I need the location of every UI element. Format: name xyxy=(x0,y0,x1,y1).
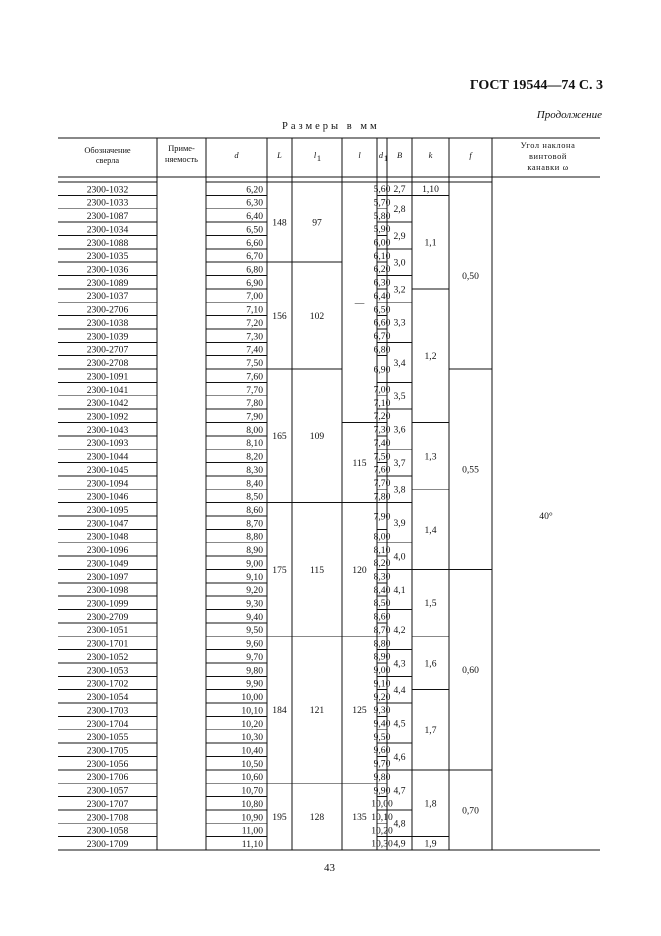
width-B-cell: 3,9 xyxy=(393,518,406,530)
designation-cell: 2300-1097 xyxy=(86,571,129,583)
diameter-cell: 10,30 xyxy=(241,732,263,744)
designation-cell: 2300-1705 xyxy=(86,745,129,757)
diameter-cell: 7,90 xyxy=(246,411,263,423)
diameter-cell: 6,90 xyxy=(246,277,263,289)
width-B-cell: 4,6 xyxy=(393,751,406,763)
diameter-d1-cell: 7,90 xyxy=(373,511,391,523)
col-header-designation: Обозначение xyxy=(84,146,131,155)
width-B-cell: 3,3 xyxy=(393,317,406,329)
diameter-d1-cell: 5,60 xyxy=(373,184,391,196)
diameter-d1-cell: 7,10 xyxy=(373,397,391,409)
diameter-cell: 10,40 xyxy=(241,745,263,757)
width-B-cell: 4,5 xyxy=(393,718,406,730)
col-header-d1: d xyxy=(378,151,384,160)
diameter-d1-cell: 8,20 xyxy=(373,558,391,570)
diameter-cell: 9,40 xyxy=(246,611,263,623)
length-l1-cell: 109 xyxy=(309,431,325,443)
diameter-d1-cell: 9,90 xyxy=(373,785,391,797)
designation-cell: 2300-1045 xyxy=(86,464,129,476)
diameter-cell: 9,00 xyxy=(246,558,263,570)
length-L-cell: 184 xyxy=(272,705,287,717)
diameter-cell: 9,90 xyxy=(246,678,263,690)
diameter-cell: 6,50 xyxy=(246,224,263,236)
diameter-cell: 11,00 xyxy=(241,825,263,837)
width-B-cell: 4,1 xyxy=(393,584,406,596)
designation-cell: 2300-1033 xyxy=(86,197,129,209)
designation-cell: 2300-1044 xyxy=(86,451,129,463)
diameter-cell: 8,90 xyxy=(246,545,263,557)
width-B-cell: 4,0 xyxy=(393,551,406,563)
designation-cell: 2300-1089 xyxy=(86,277,129,289)
diameter-d1-cell: 6,50 xyxy=(373,304,391,316)
length-L-cell: 148 xyxy=(272,217,287,229)
col-header-designation: сверла xyxy=(95,156,120,165)
length-L-cell: 156 xyxy=(272,311,287,322)
diameter-d1-cell: 8,00 xyxy=(373,531,391,543)
diameter-cell: 8,80 xyxy=(246,531,263,543)
col-header-applicability: няемость xyxy=(165,155,198,164)
length-l1-cell: 128 xyxy=(309,812,325,823)
designation-cell: 2300-1095 xyxy=(86,505,129,516)
diameter-cell: 6,40 xyxy=(246,211,263,223)
designation-cell: 2300-1056 xyxy=(86,758,129,770)
dimensions-table xyxy=(58,0,601,936)
col-header-f: f xyxy=(469,151,472,160)
width-B-cell: 3,5 xyxy=(393,391,406,403)
diameter-d1-cell: 7,70 xyxy=(373,478,391,489)
diameter-cell: 11,10 xyxy=(241,839,263,850)
diameter-d1-cell: 8,70 xyxy=(373,624,391,636)
diameter-d1-cell: 6,20 xyxy=(373,264,391,276)
diameter-cell: 7,50 xyxy=(246,358,263,370)
diameter-d1-cell: 8,90 xyxy=(373,651,391,663)
designation-cell: 2300-1039 xyxy=(86,331,129,343)
k-cell: 1,9 xyxy=(424,838,437,850)
diameter-cell: 7,30 xyxy=(246,331,263,343)
k-cell: 1,10 xyxy=(422,184,439,196)
designation-cell: 2300-1709 xyxy=(86,839,129,850)
designation-cell: 2300-1041 xyxy=(86,384,129,396)
diameter-cell: 8,10 xyxy=(246,438,263,450)
diameter-cell: 10,60 xyxy=(241,772,263,784)
diameter-cell: 9,80 xyxy=(246,665,263,677)
diameter-d1-cell: 7,40 xyxy=(373,437,391,449)
diameter-cell: 6,60 xyxy=(246,237,263,249)
designation-cell: 2300-1058 xyxy=(86,825,129,837)
width-B-cell: 4,8 xyxy=(393,818,406,830)
diameter-d1-cell: 9,80 xyxy=(373,771,391,783)
width-B-cell: 3,0 xyxy=(393,257,406,269)
diameter-cell: 10,00 xyxy=(241,692,263,704)
diameter-cell: 8,70 xyxy=(246,518,263,530)
diameter-cell: 9,10 xyxy=(246,571,263,583)
diameter-cell: 10,90 xyxy=(241,812,263,824)
designation-cell: 2300-1032 xyxy=(86,184,129,196)
designation-cell: 2300-1053 xyxy=(86,665,129,677)
diameter-d1-cell: 8,50 xyxy=(373,598,391,610)
diameter-d1-cell: 6,30 xyxy=(373,277,391,289)
diameter-cell: 9,20 xyxy=(246,585,263,597)
diameter-d1-cell: 6,90 xyxy=(373,364,391,376)
diameter-d1-cell: 5,80 xyxy=(373,210,391,222)
diameter-cell: 10,20 xyxy=(241,718,263,730)
designation-cell: 2300-2708 xyxy=(86,358,129,370)
designation-cell: 2300-1088 xyxy=(86,237,129,249)
diameter-cell: 8,60 xyxy=(246,505,263,516)
diameter-d1-cell: 9,00 xyxy=(373,665,391,677)
col-header-angle: винтовой xyxy=(528,152,568,161)
col-header-d: d xyxy=(234,151,239,160)
diameter-d1-cell: 7,00 xyxy=(373,384,391,396)
diameter-cell: 10,70 xyxy=(241,785,263,797)
width-B-cell: 2,7 xyxy=(393,184,406,196)
designation-cell: 2300-1055 xyxy=(86,732,129,744)
page-number: 43 xyxy=(324,862,335,874)
diameter-d1-cell: 5,90 xyxy=(373,224,391,236)
diameter-cell: 10,80 xyxy=(241,798,263,810)
diameter-cell: 9,50 xyxy=(246,625,263,637)
designation-cell: 2300-1054 xyxy=(86,692,129,704)
length-l-cell: 120 xyxy=(352,564,367,576)
designation-cell: 2300-1087 xyxy=(86,211,129,223)
f-cell: 0,60 xyxy=(462,665,479,677)
length-L-cell: 195 xyxy=(272,812,287,823)
col-header-angle: Угол наклона xyxy=(520,141,576,150)
length-l-cell: 115 xyxy=(352,457,367,469)
diameter-cell: 10,10 xyxy=(241,705,263,717)
width-B-cell: 3,7 xyxy=(393,457,406,469)
diameter-d1-cell: 7,80 xyxy=(373,491,391,503)
diameter-cell: 9,70 xyxy=(246,651,263,663)
diameter-cell: 8,40 xyxy=(246,478,263,490)
diameter-cell: 7,60 xyxy=(246,371,263,383)
col-header-l: l xyxy=(358,151,361,160)
designation-cell: 2300-1057 xyxy=(86,785,129,797)
diameter-cell: 7,40 xyxy=(246,344,263,356)
width-B-cell: 4,7 xyxy=(393,785,406,797)
diameter-d1-cell: 8,60 xyxy=(373,611,391,623)
designation-cell: 2300-1093 xyxy=(86,438,129,450)
width-B-cell: 4,3 xyxy=(393,658,406,670)
designation-cell: 2300-1034 xyxy=(86,224,129,236)
designation-cell: 2300-1038 xyxy=(86,317,129,329)
designation-cell: 2300-1035 xyxy=(86,251,129,263)
diameter-d1-cell: 6,00 xyxy=(373,237,391,249)
designation-cell: 2300-1707 xyxy=(86,798,129,810)
designation-cell: 2300-1042 xyxy=(86,398,129,410)
diameter-d1-cell: 10,20 xyxy=(371,825,393,837)
diameter-d1-cell: 10,30 xyxy=(371,838,393,850)
designation-cell: 2300-1043 xyxy=(86,424,129,436)
diameter-d1-cell: 9,30 xyxy=(373,705,391,717)
k-cell: 1,6 xyxy=(424,658,437,670)
dimensions-caption: Размеры в мм xyxy=(282,121,380,132)
designation-cell: 2300-2706 xyxy=(86,304,129,316)
diameter-d1-cell: 10,00 xyxy=(371,798,393,810)
diameter-d1-cell: 6,60 xyxy=(373,317,391,329)
diameter-cell: 6,70 xyxy=(246,251,263,263)
designation-cell: 2300-1094 xyxy=(86,478,129,490)
diameter-d1-cell: 8,30 xyxy=(373,571,391,583)
designation-cell: 2300-1708 xyxy=(86,812,129,824)
diameter-d1-cell: 6,70 xyxy=(373,331,391,343)
diameter-d1-cell: 9,10 xyxy=(373,678,391,690)
designation-cell: 2300-1046 xyxy=(86,491,129,503)
col-header-B: B xyxy=(396,151,403,160)
designation-cell: 2300-1704 xyxy=(86,718,129,730)
diameter-d1-cell: 7,50 xyxy=(373,451,391,463)
width-B-cell: 2,9 xyxy=(393,230,406,242)
diameter-cell: 7,00 xyxy=(246,291,263,303)
designation-cell: 2300-1037 xyxy=(86,291,129,303)
diameter-d1-cell: 7,20 xyxy=(373,411,391,423)
diameter-cell: 6,30 xyxy=(246,197,263,209)
continuation-label: Продолжение xyxy=(536,109,602,121)
col-header-d1-subscript: 1 xyxy=(383,154,389,163)
width-B-cell: 3,4 xyxy=(393,357,406,369)
diameter-d1-cell: 8,80 xyxy=(373,638,391,650)
col-header-applicability: Приме- xyxy=(168,144,195,153)
length-L-cell: 165 xyxy=(272,431,287,443)
diameter-cell: 8,00 xyxy=(246,424,263,436)
diameter-d1-cell: 8,40 xyxy=(373,584,391,596)
f-cell: 0,50 xyxy=(462,270,479,282)
diameter-cell: 7,10 xyxy=(246,304,263,316)
width-B-cell: 3,2 xyxy=(393,284,406,296)
designation-cell: 2300-1703 xyxy=(86,705,129,717)
diameter-cell: 7,80 xyxy=(246,398,263,410)
diameter-d1-cell: 7,30 xyxy=(373,424,391,436)
f-cell: 0,55 xyxy=(462,464,479,476)
diameter-cell: 9,30 xyxy=(246,598,263,610)
diameter-d1-cell: 8,10 xyxy=(373,544,391,556)
length-l1-cell: 97 xyxy=(312,217,322,229)
col-header-angle: канавки ω xyxy=(527,163,569,172)
k-cell: 1,5 xyxy=(424,598,437,610)
diameter-cell: 7,70 xyxy=(246,384,263,396)
designation-cell: 2300-1092 xyxy=(86,411,129,423)
diameter-d1-cell: 9,60 xyxy=(373,745,391,757)
designation-cell: 2300-1048 xyxy=(86,531,129,543)
diameter-cell: 9,60 xyxy=(246,638,263,650)
designation-cell: 2300-1099 xyxy=(86,598,129,610)
designation-cell: 2300-1036 xyxy=(86,264,129,276)
designation-cell: 2300-1049 xyxy=(86,558,129,570)
designation-cell: 2300-1047 xyxy=(86,518,129,530)
diameter-d1-cell: 5,70 xyxy=(373,197,391,209)
diameter-cell: 8,50 xyxy=(246,491,263,503)
designation-cell: 2300-2707 xyxy=(86,344,129,356)
length-l-cell: — xyxy=(354,297,365,309)
length-l1-cell: 115 xyxy=(309,564,325,576)
width-B-cell: 4,9 xyxy=(393,838,406,850)
diameter-d1-cell: 6,10 xyxy=(373,250,391,262)
diameter-cell: 10,50 xyxy=(241,758,263,770)
diameter-cell: 7,20 xyxy=(246,317,263,329)
k-cell: 1,8 xyxy=(424,798,437,810)
designation-cell: 2300-1052 xyxy=(86,651,129,663)
designation-cell: 2300-1096 xyxy=(86,545,129,557)
diameter-d1-cell: 6,40 xyxy=(373,290,391,302)
diameter-d1-cell: 9,70 xyxy=(373,758,391,770)
width-B-cell: 4,4 xyxy=(393,685,406,697)
diameter-d1-cell: 9,40 xyxy=(373,718,391,730)
designation-cell: 2300-1098 xyxy=(86,585,129,597)
diameter-cell: 6,80 xyxy=(246,264,263,276)
designation-cell: 2300-2709 xyxy=(86,611,129,623)
col-header-l1-subscript: 1 xyxy=(316,154,322,163)
designation-cell: 2300-1702 xyxy=(86,678,129,690)
diameter-cell: 6,20 xyxy=(246,184,263,196)
diameter-d1-cell: 9,50 xyxy=(373,731,391,743)
width-B-cell: 3,8 xyxy=(393,484,406,496)
designation-cell: 2300-1051 xyxy=(86,625,129,637)
diameter-d1-cell: 7,60 xyxy=(373,464,391,476)
k-cell: 1,3 xyxy=(424,451,437,463)
length-l1-cell: 102 xyxy=(309,311,325,322)
diameter-cell: 8,30 xyxy=(246,464,263,476)
col-header-L: L xyxy=(277,151,282,160)
col-header-k: k xyxy=(428,151,433,160)
col-header-l1: l xyxy=(313,151,317,160)
f-cell: 0,70 xyxy=(462,805,479,817)
length-L-cell: 175 xyxy=(272,564,287,576)
diameter-d1-cell: 9,20 xyxy=(373,691,391,703)
k-cell: 1,4 xyxy=(424,524,437,536)
designation-cell: 2300-1701 xyxy=(86,638,129,650)
width-B-cell: 3,6 xyxy=(393,424,406,436)
designation-cell: 2300-1706 xyxy=(86,772,129,784)
width-B-cell: 2,8 xyxy=(393,204,406,216)
diameter-d1-cell: 10,10 xyxy=(371,812,393,823)
length-l-cell: 135 xyxy=(352,812,367,823)
k-cell: 1,7 xyxy=(424,725,437,737)
diameter-d1-cell: 6,80 xyxy=(373,344,391,356)
standard-title: ГОСТ 19544—74 С. 3 xyxy=(469,78,603,93)
length-l1-cell: 121 xyxy=(309,705,325,717)
designation-cell: 2300-1091 xyxy=(86,371,129,383)
k-cell: 1,2 xyxy=(424,351,437,363)
k-cell: 1,1 xyxy=(424,237,437,249)
diameter-cell: 8,20 xyxy=(246,451,263,463)
helix-angle-cell: 40° xyxy=(539,511,553,522)
length-l-cell: 125 xyxy=(352,705,367,717)
width-B-cell: 4,2 xyxy=(393,624,406,636)
